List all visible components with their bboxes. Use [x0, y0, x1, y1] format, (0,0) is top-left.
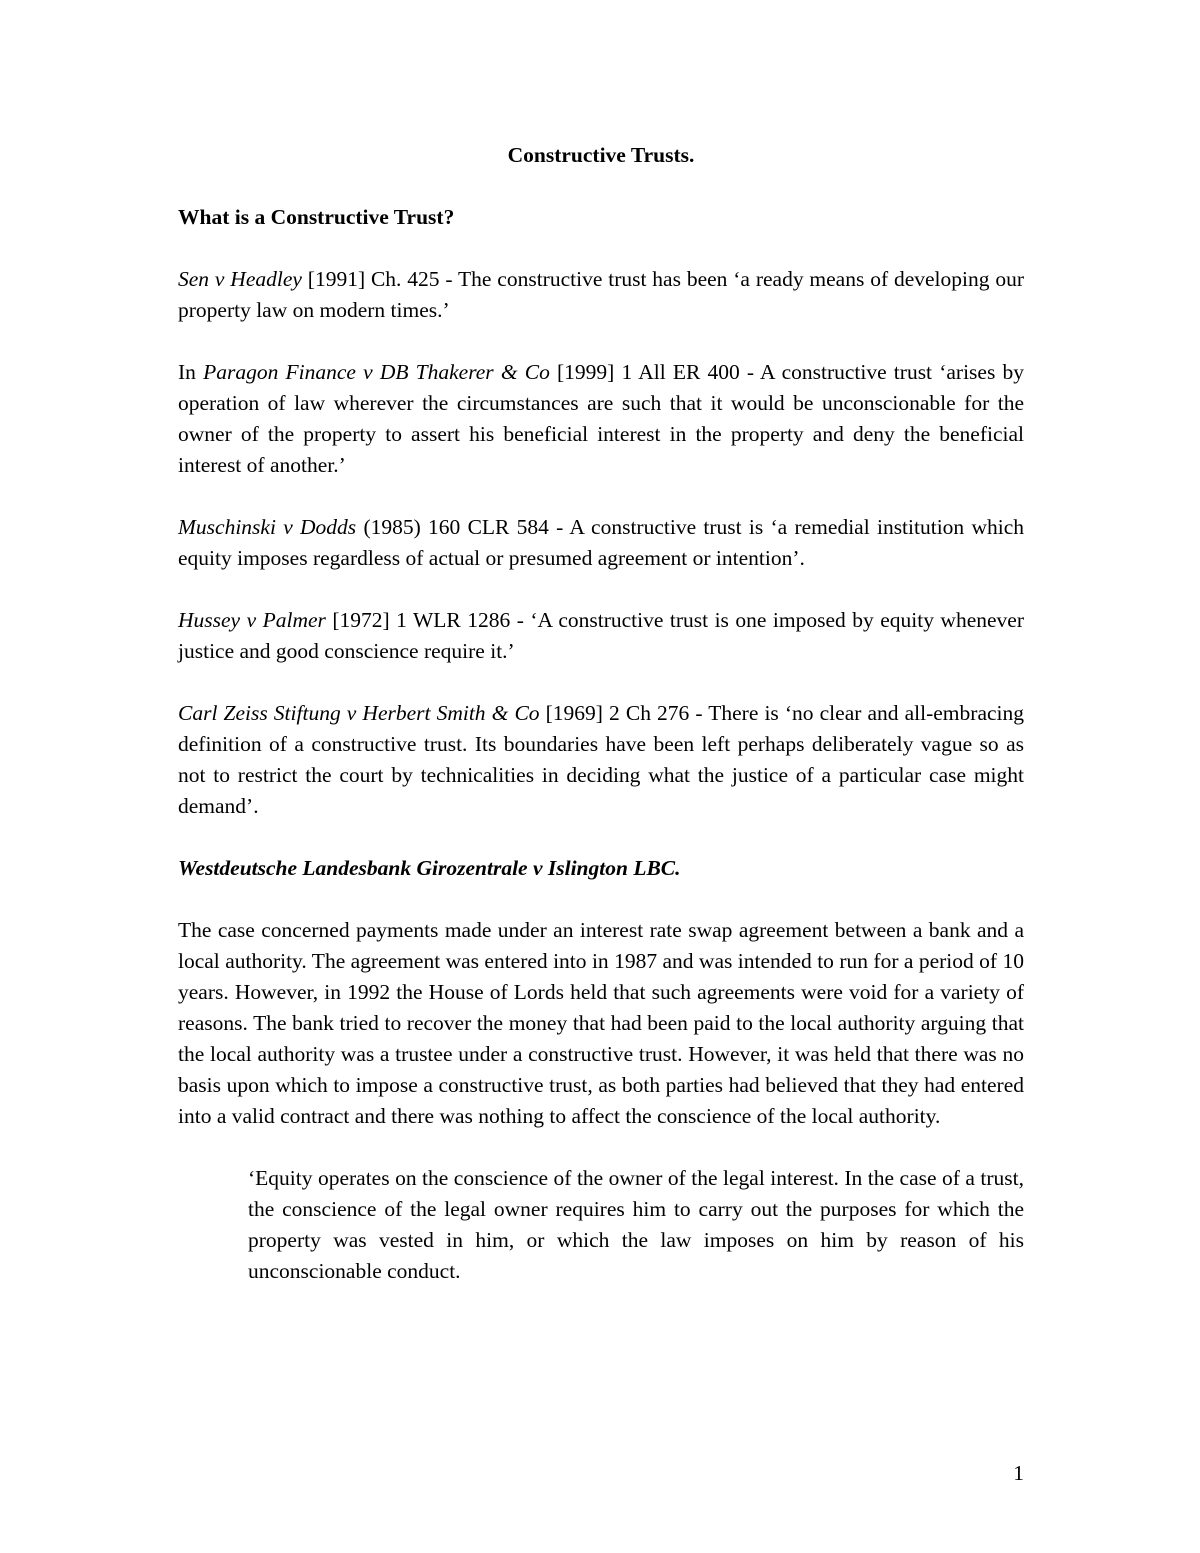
entry-text: [1991] Ch. 425 - The constructive trust has been ‘a ready means of developing our property law on modern times.’ — [178, 267, 1025, 322]
entry-prefix: In — [178, 360, 204, 384]
entry-text: [1999] 1 All ER 400 - A constructive trust ‘arises by operation of law wherever the circumstances are such that it would be unconscionable for the owner of the property to assert his beneficial interest in the property and deny the beneficial interest of another.’ — [178, 360, 1024, 477]
document-body — [178, 140, 1024, 1318]
case-name: Sen v Headley — [178, 267, 302, 291]
case-paragraph: The case concerned payments made under an interest rate swap agreement between a bank and a local authority. The agreement was entered into in 1987 and was intended to run for a period of 10 years. However, in 1992 the House of Lords held that such agreements were void for a variety of reasons. The bank tried to recover the money that had been paid to the local authority arguing that the local authority was a trustee under a constructive trust. However, it was held that there was no basis upon which to impose a constructive trust, as both parties had believed that they had entered into a valid contract and there was nothing to affect the conscience of the local authority. — [178, 918, 1024, 1128]
case-entry-paragon-finance — [178, 357, 1024, 481]
case-name: Carl Zeiss Stiftung v Herbert Smith & Co — [178, 701, 540, 725]
document-title: Constructive Trusts. — [507, 143, 695, 167]
block-quote: ‘Equity operates on the conscience of the owner of the legal interest. In the case of a trust, the conscience of the legal owner requires him to carry out the purposes for which the property was vested in him, or which the law imposes on him by reason of his unconscionable conduct. — [248, 1166, 1024, 1283]
entry-text: [1969] 2 Ch 276 - There is ‘no clear and all-embracing definition of a constructive trust. Its boundaries have been left perhaps deliberately vague so as not to restrict the court by technicalities in deciding what the justice of a particular case might demand’. — [178, 701, 1024, 818]
case-name: Paragon Finance v DB Thakerer & Co — [203, 360, 550, 384]
page-number: 1 — [1013, 1461, 1024, 1485]
case-entry-hussey-v-palmer — [178, 605, 1024, 667]
case-entry-sen-v-headley — [178, 264, 1024, 326]
case-heading: Westdeutsche Landesbank Girozentrale v Islington LBC. — [178, 856, 681, 880]
case-entry-muschinski-v-dodds — [178, 512, 1024, 574]
case-name: Hussey v Palmer — [178, 608, 326, 632]
entry-text: [1972] 1 WLR 1286 - ‘A constructive trust is one imposed by equity whenever justice and good conscience require it.’ — [178, 608, 1024, 663]
entry-text: (1985) 160 CLR 584 - A constructive trust is ‘a remedial institution which equity imposes regardless of actual or presumed agreement or intention’. — [178, 515, 1024, 570]
case-name: Muschinski v Dodds — [178, 515, 357, 539]
case-entry-carl-zeiss — [178, 698, 1024, 822]
section-heading: What is a Constructive Trust? — [178, 205, 455, 229]
